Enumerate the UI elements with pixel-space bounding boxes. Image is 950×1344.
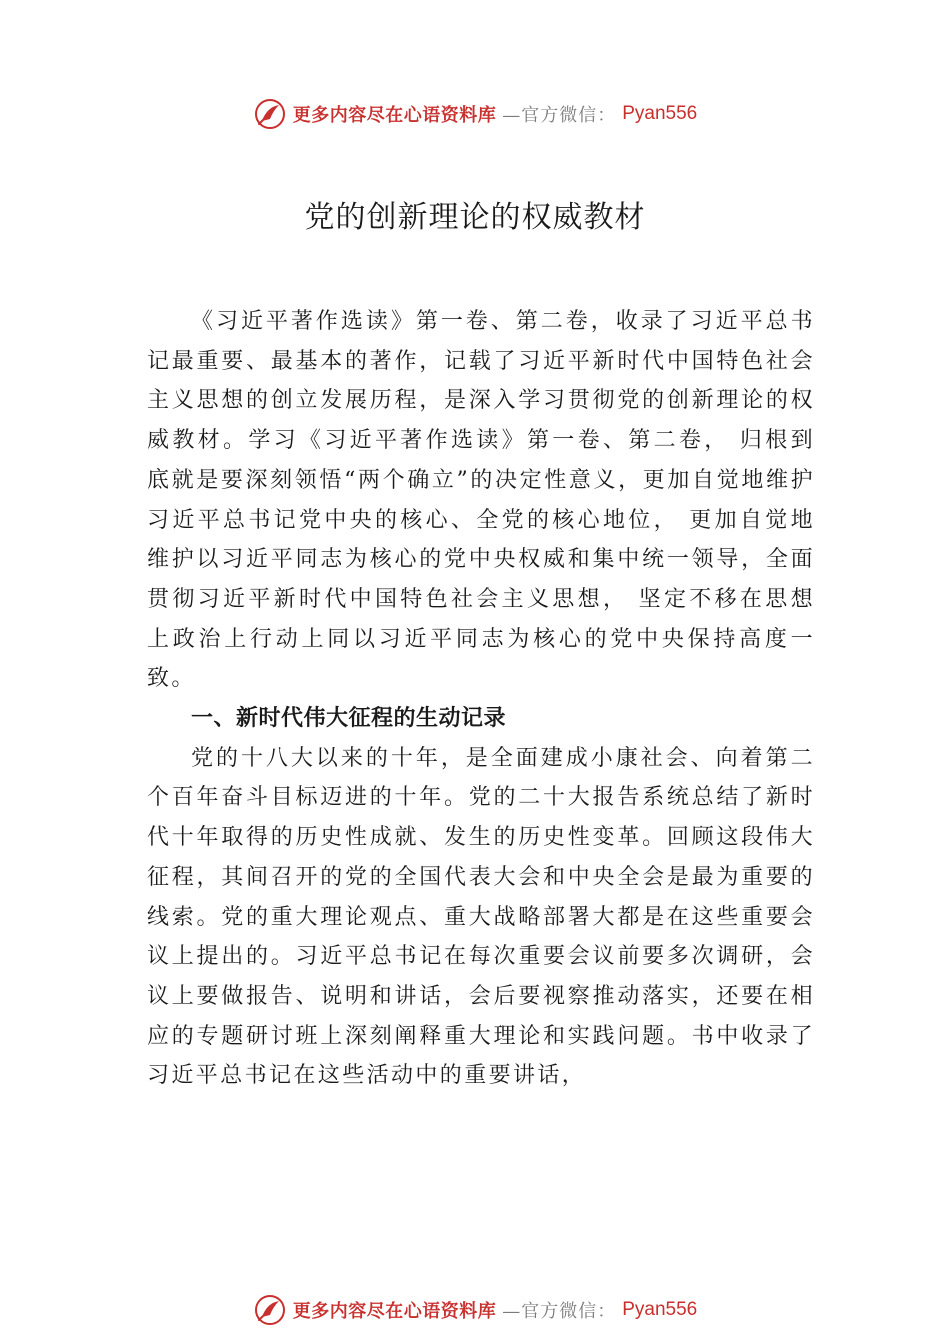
watermark-separator-text: —官方微信： [502,1301,617,1322]
paragraph-section-1: 党的十八大以来的十年，是全面建成小康社会、向着第二个百年奋斗目标迈进的十年。党的二十大报告系统总结了新时代十年取得的历史性成就、发生的历史性变革。回顾这段伟大征程，其间召开的党的全国代表大会和中央全会是最为重要的线索。党的重大理论观点、重大战略部署大都是在这些重要会议上提出的。习近平总书记在每次重要会议前要多次调研，会议上要做报告、说明和讲话，会后要视察推动落实，还要在相应的专题研讨班上深刻阐释重大理论和实践问题。书中收录了习近平总书记在这些活动中的重要讲话， [147,745,815,1089]
header-watermark [0,92,950,136]
brand-logo-icon [253,97,287,131]
watermark-wechat-id: Pyan556 [622,103,698,124]
paragraph-intro: 《习近平著作选读》第一卷、第二卷，收录了习近平总书记最重要、最基本的著作，记载了习近平新时代中国特色社会主义思想的创立发展历程，是深入学习贯彻党的创新理论的权威教材。学习《习近平著作选读》第一卷、第二卷， 归根到底就是要深刻领悟“两个确立”的决定性意义，更加自觉地维护习近平总书记党中央的核心、全党的核心地位， 更加自觉地维护以习近平同志为核心的党中央权威和集中统一领导，全面贯彻习近平新时代中国特色社会主义思想， 坚定不移在思想上政治上行动上同以习近平同志为核心的党中央保持高度一致。 [147,309,815,692]
document-body [147,302,815,1096]
brand-logo-icon [253,1293,287,1327]
section-heading-1: 一、新时代伟大征程的生动记录 [191,706,507,732]
footer-watermark [0,1288,950,1332]
watermark-brand-text: 更多内容尽在心语资料库 [292,105,497,126]
document-title: 党的创新理论的权威教材 [304,200,646,235]
watermark-separator-text: —官方微信： [502,105,617,126]
watermark-brand-text: 更多内容尽在心语资料库 [292,1301,497,1322]
watermark-wechat-id: Pyan556 [622,1299,698,1320]
